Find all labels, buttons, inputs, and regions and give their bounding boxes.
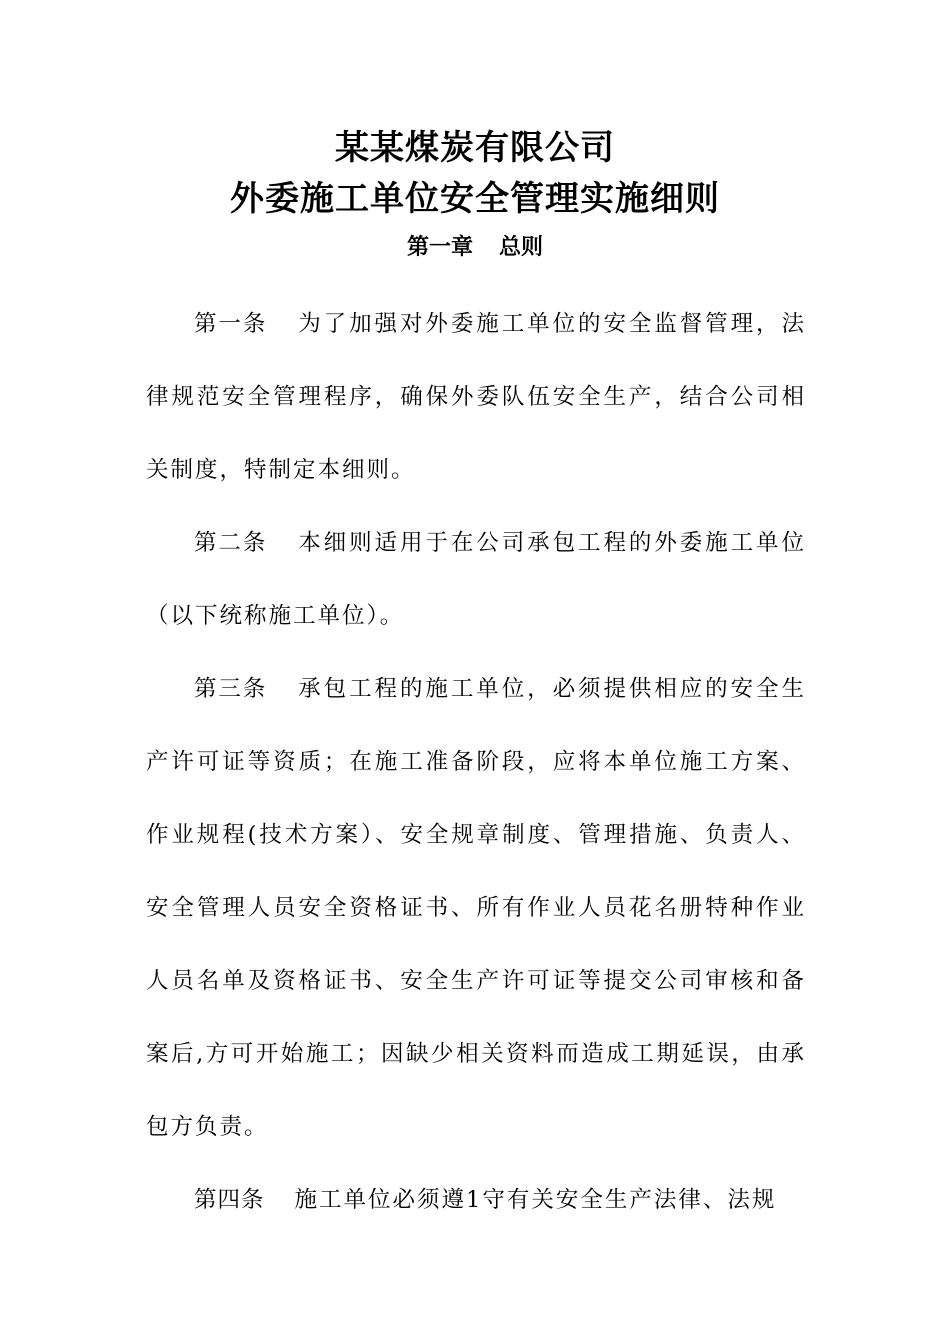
chapter-heading [0,232,950,264]
article-label: 第二条 [194,530,268,556]
article-text: 承包工程的施工单位，必须提供相应的安全生产许可证等资质；在施工准备阶段，应将本单位施工方案、作业规程(技术方案）、安全规章制度、管理措施、负责人、安全管理人员安全资格证书、所有作业人员花名册特种作业人员名单及资格证书、安全生产许可证等提交公司审核和备案后,方可开始施工；因缺少相关资料而造成工期延误，由承包方负责。 [146,676,806,1140]
article-text: 施工单位必须遵1守有关安全生产法律、法规 [294,1187,777,1213]
chapter-number: 第一章 [406,235,473,260]
document-title-company: 某某煤炭有限公司 [335,128,615,168]
article-3 [146,653,806,1164]
article-label: 第一条 [194,311,268,337]
document-title-rules: 外委施工单位安全管理实施细则 [230,179,720,219]
article-1 [146,288,806,507]
article-text: 为了加强对外委施工单位的安全监督管理，法律规范安全管理程序，确保外委队伍安全生产，结合公司相关制度，特制定本细则。 [146,311,806,483]
article-text: 本细则适用于在公司承包工程的外委施工单位（以下统称施工单位）。 [146,530,806,629]
article-4 [146,1164,806,1237]
chapter-name: 总则 [499,235,544,260]
article-label: 第四条 [194,1187,265,1213]
document-body [146,288,806,1237]
article-2 [146,507,806,653]
article-label: 第三条 [194,676,268,702]
